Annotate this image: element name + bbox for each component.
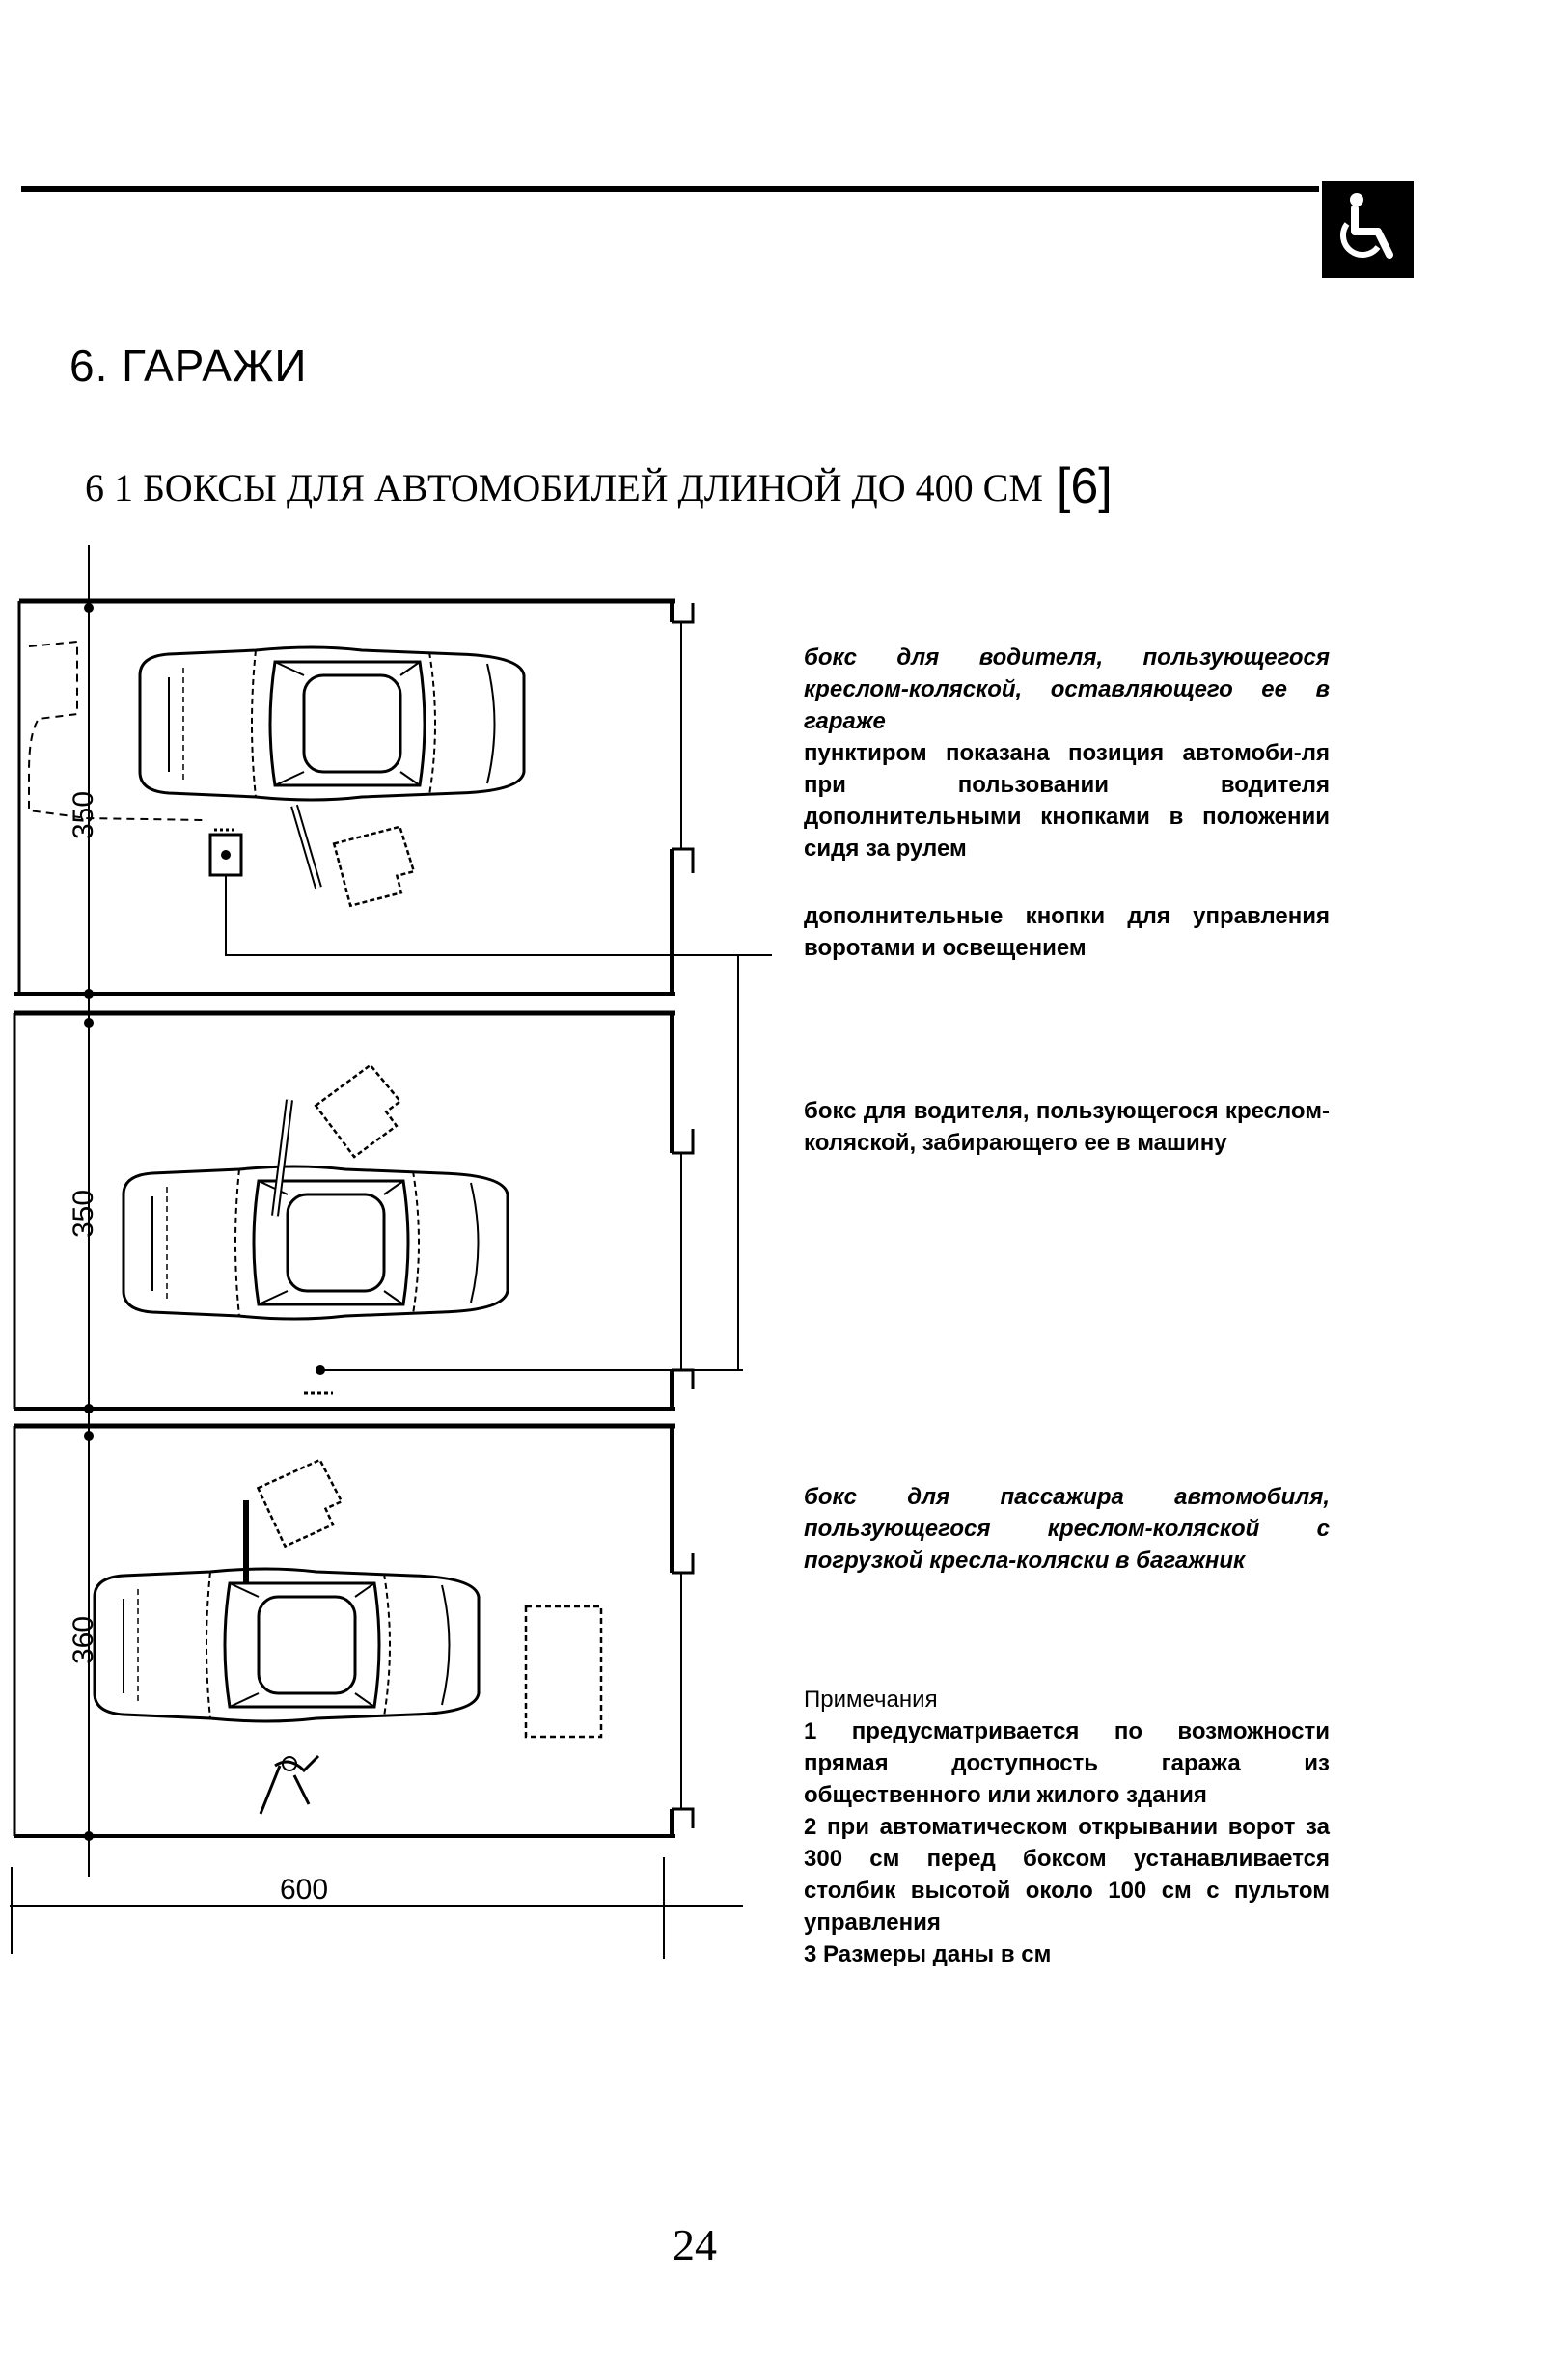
notes-heading: Примечания [804, 1687, 938, 1713]
notes-block [804, 1684, 1330, 1970]
garage-plan-drawing [0, 540, 772, 1988]
accessibility-badge [1322, 181, 1414, 278]
dim-label-box1-width: 350 [68, 790, 99, 839]
top-rule [21, 186, 1319, 192]
subtitle-text: 6 1 БОКСЫ ДЛЯ АВТОМОБИЛЕЙ ДЛИНОЙ ДО 400 СМ [85, 466, 1043, 509]
box1-description-line2: пунктиром показана позиция автомоби-ля при пользовании водителя дополнительными кнопками в положении сидя за рулем [804, 740, 1330, 862]
box1-description-line1: бокс для водителя, пользующегося креслом-коляской, оставляющего ее в гараже [804, 645, 1330, 734]
reference-marker: [6] [1056, 458, 1113, 514]
box1-description [804, 642, 1330, 864]
wheelchair-icon [1334, 191, 1403, 268]
box2-description: бокс для водителя, пользующегося креслом-коляской, забирающего ее в машину [804, 1098, 1330, 1156]
section-subtitle [85, 455, 1113, 513]
note-item-3: 3 Размеры даны в см [804, 1941, 1052, 1967]
dim-label-box2-width: 350 [68, 1189, 99, 1238]
dim-label-box3-width: 360 [68, 1615, 99, 1664]
page-number: 24 [673, 2220, 717, 2269]
buttons-note: дополнительные кнопки для управления воротами и освещением [804, 903, 1330, 961]
box3-description: бокс для пассажира автомобиля, пользующегося креслом-коляской с погрузкой кресла-коляски в багажник [804, 1484, 1330, 1574]
note-item-1: 1 предусматривается по возможности прямая доступность гаража из общественного или жилого здания [804, 1718, 1330, 1808]
section-title: 6. ГАРАЖИ [69, 341, 308, 391]
dim-label-box-length: 600 [280, 1874, 329, 1906]
note-item-2: 2 при автоматическом открывании ворот за 300 см перед боксом устанавливается столбик высотой около 100 см с пультом управления [804, 1814, 1330, 1935]
